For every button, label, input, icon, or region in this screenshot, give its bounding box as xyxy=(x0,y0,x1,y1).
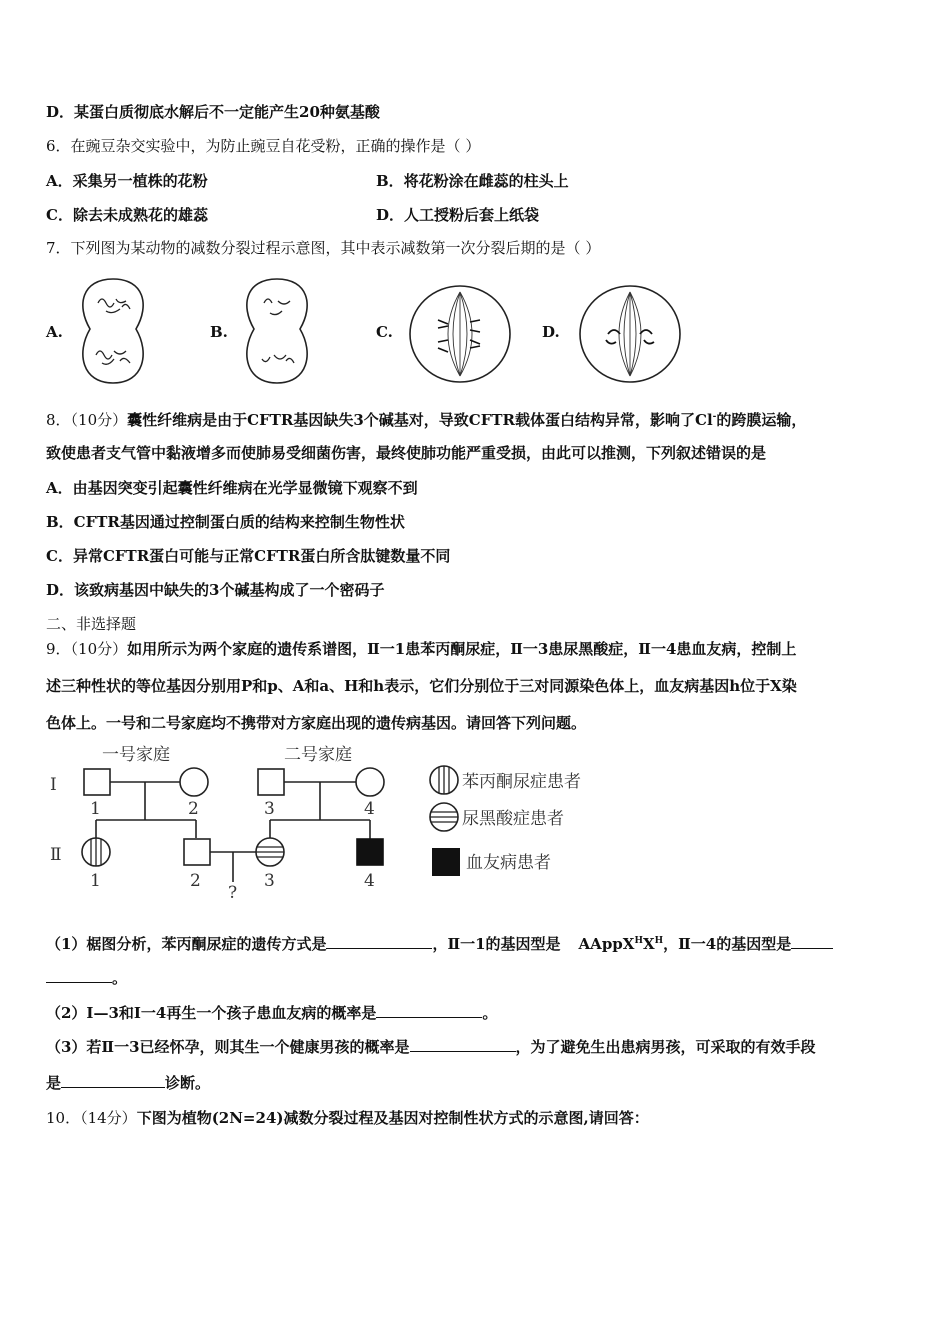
cell-diagram-d xyxy=(578,284,682,384)
q7-label-d: D. xyxy=(542,323,560,341)
q9-part3-line2: 是 诊断。 xyxy=(46,1074,211,1092)
q6-stem: 6．在豌豆杂交实验中，为防止豌豆自花受粉，正确的操作是（ ） xyxy=(46,137,481,155)
q8-stem-line2: 致使患者支气管中黏液增多而使肺易受细菌伤害，最终使肺功能严重受损，由此可以推测，下列叙述错误的是 xyxy=(46,444,767,462)
q9-stem-line1: 9．（10分）如用所示为两个家庭的遗传系谱图，Ⅱ一1患苯丙酮尿症，Ⅱ一3患尿黑酸症，Ⅱ一4患血友病，控制上 xyxy=(46,640,797,658)
q9-part2: （2）Ⅰ—3和Ⅰ一4再生一个孩子患血友病的概率是 。 xyxy=(46,1004,498,1022)
svg-text:3: 3 xyxy=(264,871,275,891)
q9-part1-line2: 。 xyxy=(46,968,127,988)
legend-pku: 苯丙酮尿症患者 xyxy=(462,772,581,792)
q8-option-a: A．由基因突变引起囊性纤维病在光学显微镜下观察不到 xyxy=(46,479,418,497)
cell-diagram-a xyxy=(76,275,150,387)
q6-option-d: D．人工授粉后套上纸袋 xyxy=(376,206,540,224)
svg-text:4: 4 xyxy=(364,799,375,819)
q7-label-a: A. xyxy=(46,323,63,341)
q7-label-c: C. xyxy=(376,323,393,341)
family1-I2-female xyxy=(180,768,208,796)
family2-label: 二号家庭 xyxy=(284,745,352,765)
generation-1-label: Ⅰ xyxy=(50,775,57,795)
cell-diagram-c xyxy=(408,284,512,384)
answer-blank[interactable] xyxy=(791,934,833,949)
q8-stem-line1: 8．（10分）囊性纤维病是由于CFTR基因缺失3个碱基对，导致CFTR载体蛋白结构异常，影响了Cl-的跨膜运输， xyxy=(46,411,807,429)
pedigree-chart xyxy=(46,742,606,902)
svg-text:4: 4 xyxy=(364,871,375,891)
section-heading: 二、非选择题 xyxy=(46,615,137,633)
q8-option-b: B．CFTR基因通过控制蛋白质的结构来控制生物性状 xyxy=(46,513,405,531)
q8-option-d: D．该致病基因中缺失的3个碱基构成了一个密码子 xyxy=(46,581,385,599)
answer-blank[interactable] xyxy=(410,1037,516,1052)
q9-part1-line1: （1）椐图分析，苯丙酮尿症的遗传方式是 ，Ⅱ一1的基因型是 $AAppX^HX^H$，Ⅱ一4的基因型是 xyxy=(46,931,833,954)
answer-blank[interactable] xyxy=(376,1003,482,1018)
legend-hemophilia: 血友病患者 xyxy=(466,853,551,873)
family2-I4-female xyxy=(356,768,384,796)
svg-text:2: 2 xyxy=(190,871,201,891)
cell-diagram-b xyxy=(240,275,314,387)
answer-blank[interactable] xyxy=(61,1073,165,1088)
q9-stem-line2: 述三种性状的等位基因分别用P和p、A和a、H和h表示，它们分别位于三对同源染色体上，血友病基因h位于X染 xyxy=(46,677,797,695)
svg-text:2: 2 xyxy=(188,799,199,819)
q8-option-c: C．异常CFTR蛋白可能与正常CFTR蛋白所含肽键数量不同 xyxy=(46,547,451,565)
q9-stem-line3: 色体上。一号和二号家庭均不携带对方家庭出现的遗传病基因。请回答下列问题。 xyxy=(46,714,587,732)
q6-option-b: B．将花粉涂在雌蕊的柱头上 xyxy=(376,172,569,190)
family1-I1-male xyxy=(84,769,110,795)
q5-option-d: D．某蛋白质彻底水解后不一定能产生20种氨基酸 xyxy=(46,103,380,121)
legend-alkaptonuria: 尿黑酸症患者 xyxy=(462,809,564,829)
family2-II4-hemophilia xyxy=(357,839,383,865)
family1-label: 一号家庭 xyxy=(102,745,170,765)
answer-blank[interactable] xyxy=(326,934,432,949)
svg-text:1: 1 xyxy=(90,799,101,819)
q7-label-b: B. xyxy=(210,323,228,341)
generation-2-label: Ⅱ xyxy=(50,845,62,865)
q6-option-c: C．除去未成熟花的雄蕊 xyxy=(46,206,208,224)
family2-I3-male xyxy=(258,769,284,795)
svg-text:3: 3 xyxy=(264,799,275,819)
answer-blank[interactable] xyxy=(46,968,112,983)
q7-stem: 7．下列图为某动物的减数分裂过程示意图，其中表示减数第一次分裂后期的是（ ） xyxy=(46,239,601,257)
unknown-child: ? xyxy=(228,883,238,902)
q9-part3-line1: （3）若Ⅱ一3已经怀孕，则其生一个健康男孩的概率是 ，为了避免生出患病男孩，可采取的有效手段 xyxy=(46,1038,816,1056)
svg-text:1: 1 xyxy=(90,871,101,891)
q10-stem: 10．（14分）下图为植物(2N=24)减数分裂过程及基因对控制性状方式的示意图,请回答： xyxy=(46,1109,649,1127)
q6-option-a: A．采集另一植株的花粉 xyxy=(46,172,208,190)
family1-II2-male xyxy=(184,839,210,865)
